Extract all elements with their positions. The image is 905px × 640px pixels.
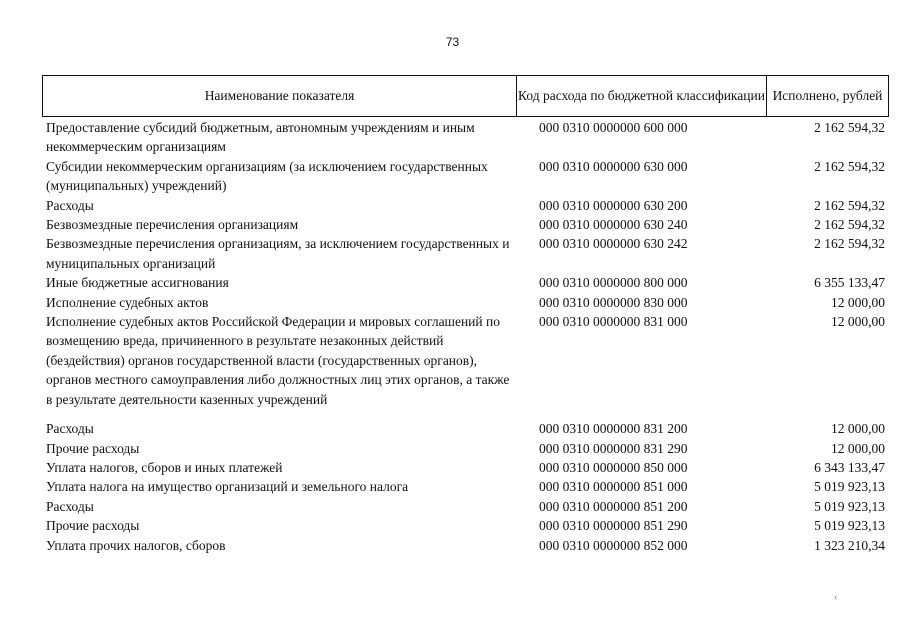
- row-amount: 6 343 133,47: [814, 459, 885, 475]
- row-amount: 12 000,00: [831, 294, 885, 310]
- row-amount: 12 000,00: [831, 421, 885, 437]
- table-row: [46, 196, 889, 215]
- row-name: Субсидии некоммерческим организациям (за исключением государственных (муниципальных) учреждений): [46, 158, 488, 194]
- table-row: [46, 273, 889, 292]
- row-amount: 1 323 210,34: [814, 537, 885, 553]
- row-name: Исполнение судебных актов: [46, 294, 209, 310]
- row-amount: 2 162 594,32: [814, 197, 885, 213]
- header-amount: Исполнено, рублей: [772, 88, 883, 103]
- table-row: [46, 118, 889, 157]
- row-name: Исполнение судебных актов Российской Федерации и мировых соглашений по возмещению вреда, причиненного в результате незаконных действий (бездействия) органов государственной власти (государственных органов), органов местного самоуправления либо должностных лиц этих органов, а также в результате деятельности казенных учреждений: [46, 314, 510, 407]
- row-amount: 2 162 594,32: [814, 120, 885, 135]
- row-code: 000 0310 0000000 630 000: [539, 158, 688, 174]
- table-row: [46, 439, 889, 458]
- page-number: 73: [445, 35, 460, 49]
- scan-mark: ‹: [834, 592, 838, 603]
- row-name: Расходы: [46, 421, 94, 437]
- row-name: Иные бюджетные ассигнования: [46, 275, 229, 291]
- row-code: 000 0310 0000000 600 000: [539, 120, 688, 135]
- row-code: 000 0310 0000000 831 290: [539, 440, 688, 456]
- row-name: Прочие расходы: [46, 440, 140, 456]
- table-header: [42, 75, 889, 117]
- row-code: 000 0310 0000000 630 200: [539, 197, 688, 213]
- table-row: [46, 234, 889, 273]
- table-row: [46, 157, 889, 196]
- row-code: 000 0310 0000000 851 200: [539, 498, 688, 514]
- row-amount: 5 019 923,13: [814, 498, 885, 514]
- table-body: [46, 118, 889, 555]
- table-row: [46, 293, 889, 312]
- row-amount: 5 019 923,13: [814, 518, 885, 534]
- row-code: 000 0310 0000000 851 290: [539, 518, 688, 534]
- row-name: Прочие расходы: [46, 518, 140, 534]
- row-code: 000 0310 0000000 831 200: [539, 421, 688, 437]
- row-code: 000 0310 0000000 831 000: [539, 314, 688, 330]
- row-name: Безвозмездные перечисления организациям: [46, 217, 299, 233]
- row-code: 000 0310 0000000 800 000: [539, 275, 688, 291]
- table-row: [46, 458, 889, 477]
- table-row: [46, 215, 889, 234]
- row-code: 000 0310 0000000 630 240: [539, 217, 688, 233]
- row-name: Уплата налога на имущество организаций и земельного налога: [46, 479, 409, 495]
- row-name: Безвозмездные перечисления организациям, за исключением государственных и муниципальных организаций: [46, 236, 510, 271]
- row-name: Уплата прочих налогов, сборов: [46, 537, 226, 553]
- header-name: Наименование показателя: [43, 76, 517, 116]
- row-amount: 5 019 923,13: [814, 479, 885, 495]
- row-code: 000 0310 0000000 851 000: [539, 479, 688, 495]
- row-amount: 2 162 594,32: [814, 236, 885, 252]
- row-code: 000 0310 0000000 850 000: [539, 459, 688, 475]
- table-row: [46, 477, 889, 496]
- row-name: Уплата налогов, сборов и иных платежей: [46, 459, 283, 475]
- header-code: Код расхода по бюджетной классификации: [517, 76, 767, 116]
- row-code: 000 0310 0000000 630 242: [539, 236, 688, 252]
- table-row: [46, 497, 889, 516]
- row-amount: 6 355 133,47: [814, 275, 885, 291]
- table-row: [46, 419, 889, 438]
- row-code: 000 0310 0000000 830 000: [539, 294, 688, 310]
- row-code: 000 0310 0000000 852 000: [539, 537, 688, 553]
- table-row: [46, 516, 889, 535]
- row-amount: 2 162 594,32: [814, 158, 885, 174]
- row-amount: 12 000,00: [831, 314, 885, 330]
- row-name: Расходы: [46, 197, 94, 213]
- table-row: [46, 312, 889, 409]
- row-name: Предоставление субсидий бюджетным, автономным учреждениям и иным некоммерческим организациям: [46, 120, 475, 155]
- table-row: [46, 536, 889, 555]
- row-amount: 2 162 594,32: [814, 217, 885, 233]
- row-amount: 12 000,00: [831, 440, 885, 456]
- row-name: Расходы: [46, 498, 94, 514]
